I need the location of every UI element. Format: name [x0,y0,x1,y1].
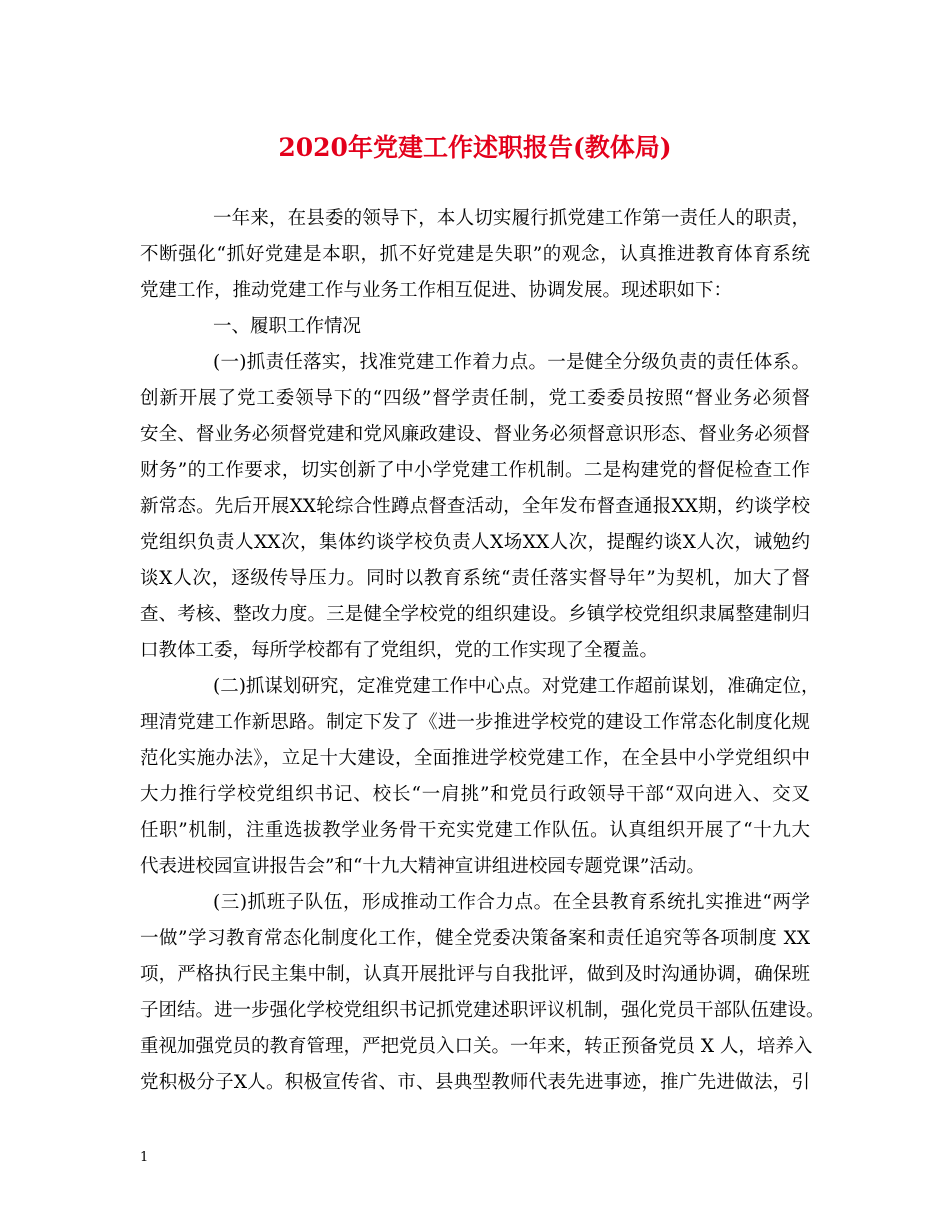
paragraph [140,669,820,885]
text-line: 查、考核、整改力度。三是健全学校党的组织建设。乡镇学校党组织隶属整建制归 [140,604,810,625]
text-line: 党积极分子X人。积极宣传省、市、县典型教师代表先进事迹，推广先进做法，引 [140,1072,810,1093]
text-line: 安全、督业务必须督党建和党风廉政建设、督业务必须督意识形态、督业务必须督 [140,424,810,445]
document-title: 2020年党建工作述职报告(教体局) [278,133,672,162]
text-line: 范化实施办法》，立足十大建设，全面推进学校党建工作，在全县中小学党组织中 [140,748,810,769]
text-line: 一做”学习教育常态化制度化工作，健全党委决策备案和责任追究等各项制度 XX [140,928,810,949]
text-line: 任职”机制，注重选拔教学业务骨干充实党建工作队伍。认真组织开展了“十九大 [140,820,810,841]
text-line: 党组织负责人XX次，集体约谈学校负责人X场XX人次，提醒约谈X人次，诫勉约 [140,532,810,553]
paragraph [140,309,810,345]
text-line: 子团结。进一步强化学校党组织书记抓党建述职评议机制，强化党员干部队伍建设。 [140,1000,825,1021]
paragraph [140,345,810,669]
text-line: (二)抓谋划研究，定准党建工作中心点。对党建工作超前谋划，准确定位， [213,676,820,697]
text-line: 创新开展了党工委领导下的“四级”督学责任制，党工委委员按照“督业务必须督 [140,388,810,409]
text-line: 项，严格执行民主集中制，认真开展批评与自我批评，做到及时沟通协调，确保班 [140,964,810,985]
body-text [140,201,825,1101]
text-line: 不断强化“抓好党建是本职，抓不好党建是失职”的观念，认真推进教育体育系统 [140,244,810,265]
text-line: 财务”的工作要求，切实创新了中小学党建工作机制。二是构建党的督促检查工作 [140,460,810,481]
paragraph [140,201,810,309]
text-line: 党建工作，推动党建工作与业务工作相互促进、协调发展。现述职如下： [140,280,733,301]
text-line: (一)抓责任落实，找准党建工作着力点。一是健全分级负责的责任体系。 [213,352,810,373]
text-line: 重视加强党员的教育管理，严把党员入口关。一年来，转正预备党员 X 人，培养入 [140,1036,813,1057]
paragraph [140,885,825,1101]
text-line: (三)抓班子队伍，形成推动工作合力点。在全县教育系统扎实推进“两学 [213,892,810,913]
text-line: 理清党建工作新思路。制定下发了《进一步推进学校党的建设工作常态化制度化规 [140,712,810,733]
text-line: 一、履职工作情况 [213,316,362,337]
text-line: 口教体工委，每所学校都有了党组织，党的工作实现了全覆盖。 [140,640,659,661]
text-line: 代表进校园宣讲报告会”和“十九大精神宣讲组进校园专题党课”活动。 [140,856,705,877]
text-line: 新常态。先后开展XX轮综合性蹲点督查活动，全年发布督查通报XX期，约谈学校 [140,496,810,517]
page-number: 1 [140,1150,149,1165]
text-line: 大力推行学校党组织书记、校长“一肩挑”和党员行政领导干部“双向进入、交叉 [140,784,810,805]
text-line: 谈X人次，逐级传导压力。同时以教育系统“责任落实督导年”为契机，加大了督 [140,568,810,589]
text-line: 一年来，在县委的领导下，本人切实履行抓党建工作第一责任人的职责， [213,208,810,229]
